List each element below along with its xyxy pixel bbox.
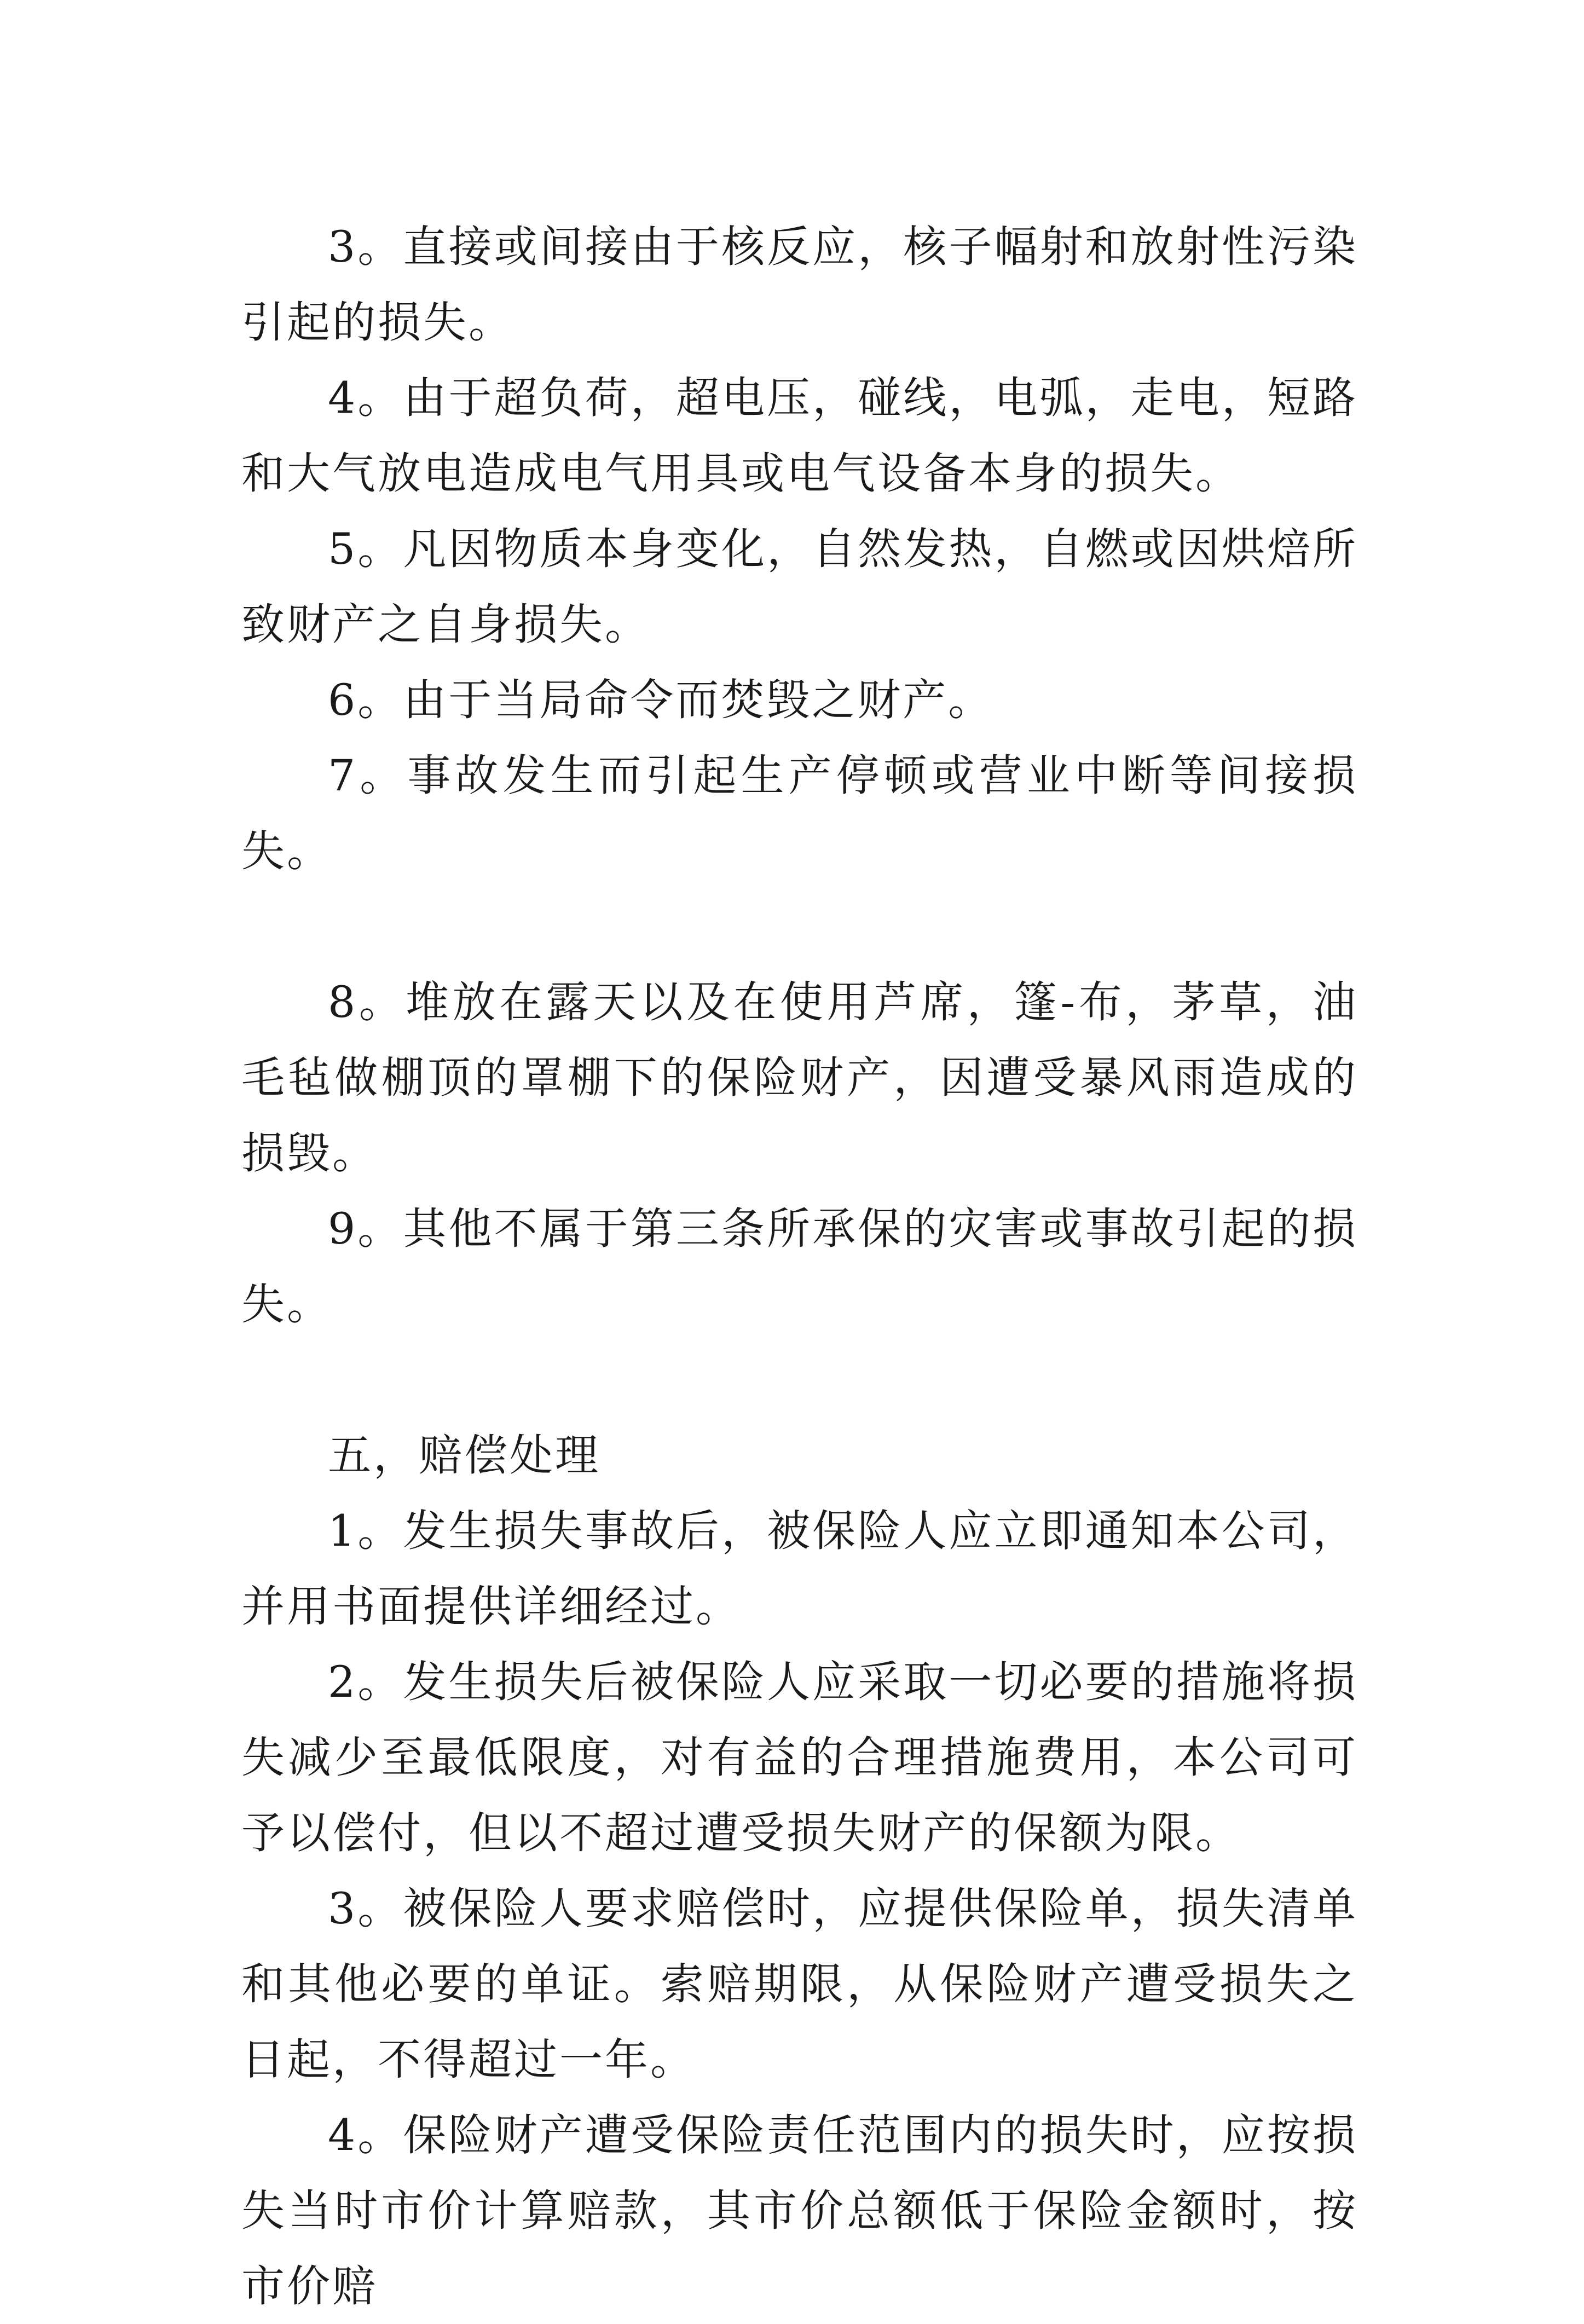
paragraph-gap — [241, 1342, 1358, 1418]
exclusion-item-6: 6。由于当局命令而焚毁之财产。 — [328, 675, 994, 725]
exclusion-item-8: 8。堆放在露天以及在使用芦席，篷-布，茅草，油毛毡做棚顶的罩棚下的保险财产，因遭受暴风雨造成的损毁。 — [241, 977, 1358, 1178]
exclusion-item-5: 5。凡因物质本身变化，自然发热，自燃或因烘焙所致财产之自身损失。 — [241, 524, 1358, 650]
claims-item-1: 1。发生损失事故后，被保险人应立即通知本公司，并用书面提供详细经过。 — [241, 1506, 1358, 1632]
exclusion-item-4: 4。由于超负荷，超电压，碰线，电弧，走电，短路和大气放电造成电气用具或电气设备本身的损失。 — [241, 373, 1358, 499]
section-heading: 五，赔偿处理 — [328, 1430, 600, 1481]
exclusion-item-7: 7。事故发生而引起生产停顿或营业中断等间接损失。 — [241, 750, 1358, 876]
claims-item-3: 3。被保险人要求赔偿时，应提供保险单，损失清单和其他必要的单证。索赔期限，从保险财产遭受损失之日起，不得超过一年。 — [241, 1883, 1358, 2085]
document-body — [241, 209, 1358, 2324]
exclusion-item-9: 9。其他不属于第三条所承保的灾害或事故引起的损失。 — [241, 1204, 1358, 1329]
claims-item-4: 4。保险财产遭受保险责任范围内的损失时，应按损失当时市价计算赔款，其市价总额低于保险金额时，按市价赔 — [241, 2110, 1358, 2311]
exclusion-item-3: 3。直接或间接由于核反应，核子幅射和放射性污染引起的损失。 — [241, 222, 1358, 348]
paragraph-gap — [241, 889, 1358, 964]
claims-item-2: 2。发生损失后被保险人应采取一切必要的措施将损失减少至最低限度，对有益的合理措施费用，本公司可予以偿付，但以不超过遭受损失财产的保额为限。 — [241, 1657, 1358, 1858]
